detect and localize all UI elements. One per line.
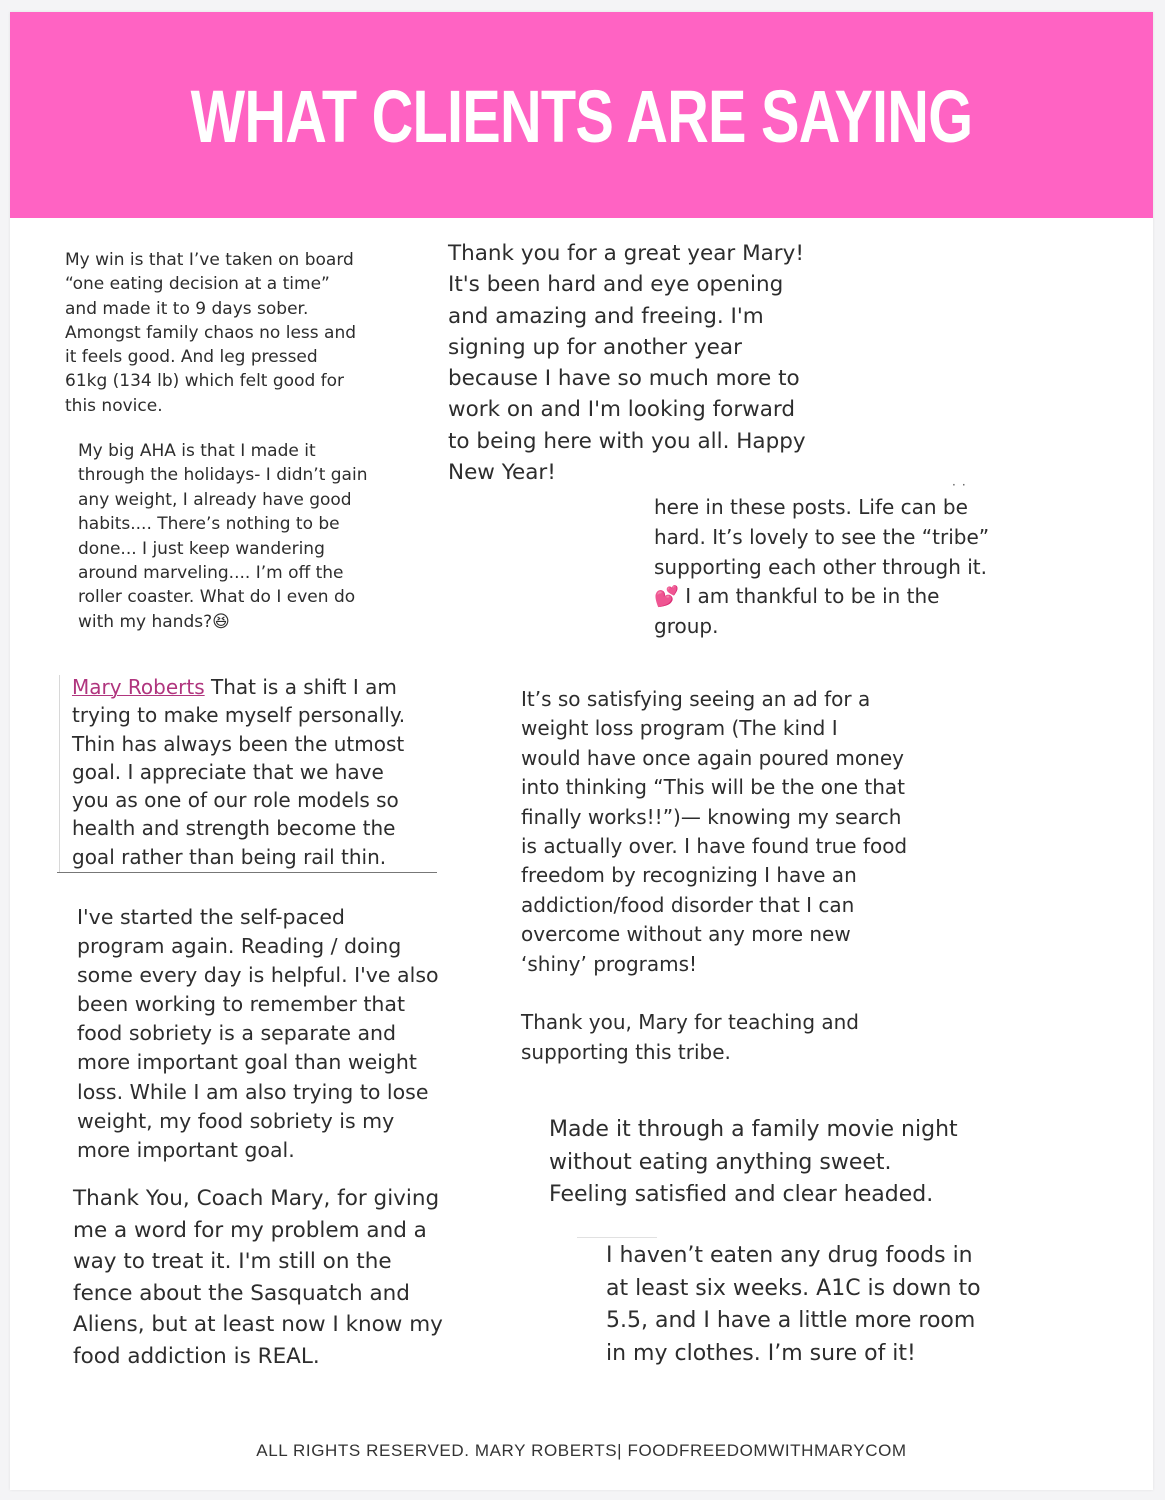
testimonial-tribe-posts: here in these posts. Life can be hard. It’s lovely to see the “tribe” supporting each other through it. 💕 I am thankful to be in the group. xyxy=(654,495,990,639)
testimonial-weight-loss-ad: It’s so satisfying seeing an ad for a weight loss program (The kind I would have once again poured money into thinking “This will be the one that finally works!!”)— knowing my search is actually over. I have found true food freedom by recognizing I have an addiction/food disorder that I can overcome without any more new ‘shiny’ programs! Thank you, Mary for teaching and supporting this tribe. xyxy=(521,687,908,1064)
testimonial-big-aha: My big AHA is that I made it through the holidays- I didn’t gain any weight, I already have good habits.... There’s nothing to be done... I just keep wandering around marveling.... I’m off the roller coaster. What do I even do with my hands?😆 xyxy=(78,441,368,632)
quote-left-border xyxy=(59,675,60,873)
document-page xyxy=(10,12,1153,1490)
mention-link-mary-roberts[interactable]: Mary Roberts xyxy=(72,675,205,699)
header-banner xyxy=(10,12,1153,218)
footer-copyright: ALL RIGHTS RESERVED. MARY ROBERTS| FOODFREEDOMWITHMARYCOM xyxy=(256,1441,907,1460)
ellipsis-marks: ·· xyxy=(952,478,972,492)
testimonial-self-paced: I've started the self-paced program again. Reading / doing some every day is helpful. I've also been working to remember that food sobriety is a separate and more important goal than weight loss. While I am also trying to lose weight, my food sobriety is my more important goal. xyxy=(77,905,439,1162)
page-title: WHAT CLIENTS ARE SAYING xyxy=(190,75,973,158)
testimonial-movie-night: Made it through a family movie night without eating anything sweet. Feeling satisfied and clear headed. xyxy=(549,1117,958,1208)
testimonial-leg-press: My win is that I’ve taken on board “one eating decision at a time” and made it to 9 days sober. Amongst family chaos no less and it feels good. And leg pressed 61kg (134 lb) which felt good for this novice. xyxy=(65,250,357,416)
testimonial-great-year: Thank you for a great year Mary! It's been hard and eye opening and amazing and freeing. I'm signing up for another year because I have so much more to work on and I'm looking forward to being here with you all. Happy New Year! xyxy=(448,241,806,486)
testimonial-sasquatch: Thank You, Coach Mary, for giving me a word for my problem and a way to treat it. I'm still on the fence about the Sasquatch and Aliens, but at least now I know my food addiction is REAL. xyxy=(73,1186,443,1369)
testimonial-role-model-text: That is a shift I am trying to make myself personally. Thin has always been the utmost goal. I appreciate that we have you as one of our role models so health and strength become the goal rather than being rail thin. xyxy=(72,675,406,869)
divider-line xyxy=(57,872,437,873)
faint-divider xyxy=(577,1237,657,1238)
testimonial-a1c: I haven’t eaten any drug foods in at least six weeks. A1C is down to 5.5, and I have a little more room in my clothes. I’m sure of it! xyxy=(606,1243,981,1366)
testimonial-role-model xyxy=(72,673,452,871)
